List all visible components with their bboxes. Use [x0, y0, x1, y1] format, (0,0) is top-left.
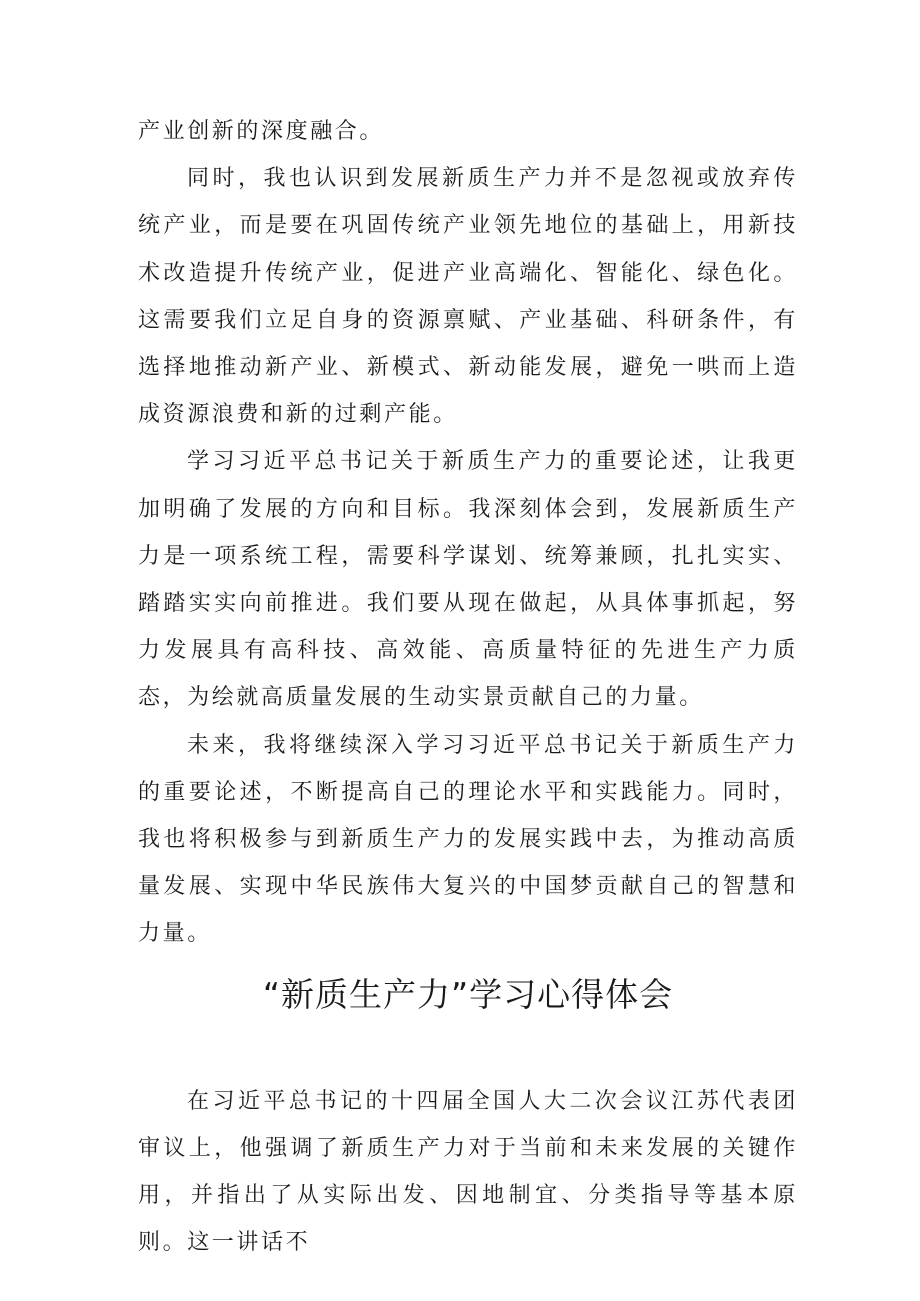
paragraph-future: 未来，我将继续深入学习习近平总书记关于新质生产力的重要论述，不断提高自己的理论水平和实践能力。同时，我也将积极参与到新质生产力的发展实践中去，为推动高质量发展、实现中华民族伟大复兴的中国梦贡献自己的智慧和力量。 — [138, 732, 798, 947]
document-page — [138, 108, 798, 1266]
paragraph-traditional-industry: 同时，我也认识到发展新质生产力并不是忽视或放弃传统产业，而是要在巩固传统产业领先地位的基础上，用新技术改造提升传统产业，促进产业高端化、智能化、绿色化。这需要我们立足自身的资源禀赋、产业基础、科研条件，有选择地推动新产业、新模式、新动能发展，避免一哄而上造成资源浪费和新的过剩产能。 — [138, 166, 798, 428]
paragraph-intro: 在习近平总书记的十四届全国人大二次会议江苏代表团审议上，他强调了新质生产力对于当前和未来发展的关键作用，并指出了从实际出发、因地制宜、分类指导等基本原则。这一讲话不 — [138, 1088, 798, 1256]
section-title: “新质生产力”学习心得体会 — [262, 974, 674, 1014]
paragraph-direction-goals: 学习习近平总书记关于新质生产力的重要论述，让我更加明确了发展的方向和目标。我深刻体会到，发展新质生产力是一项系统工程，需要科学谋划、统筹兼顾，扎扎实实、踏踏实实向前推进。我们要从现在做起，从具体事抓起，努力发展具有高科技、高效能、高质量特征的先进生产力质态，为绘就高质量发展的生动实景贡献自己的力量。 — [138, 449, 798, 711]
paragraph-continuation: 产业创新的深度融合。 — [138, 119, 385, 144]
